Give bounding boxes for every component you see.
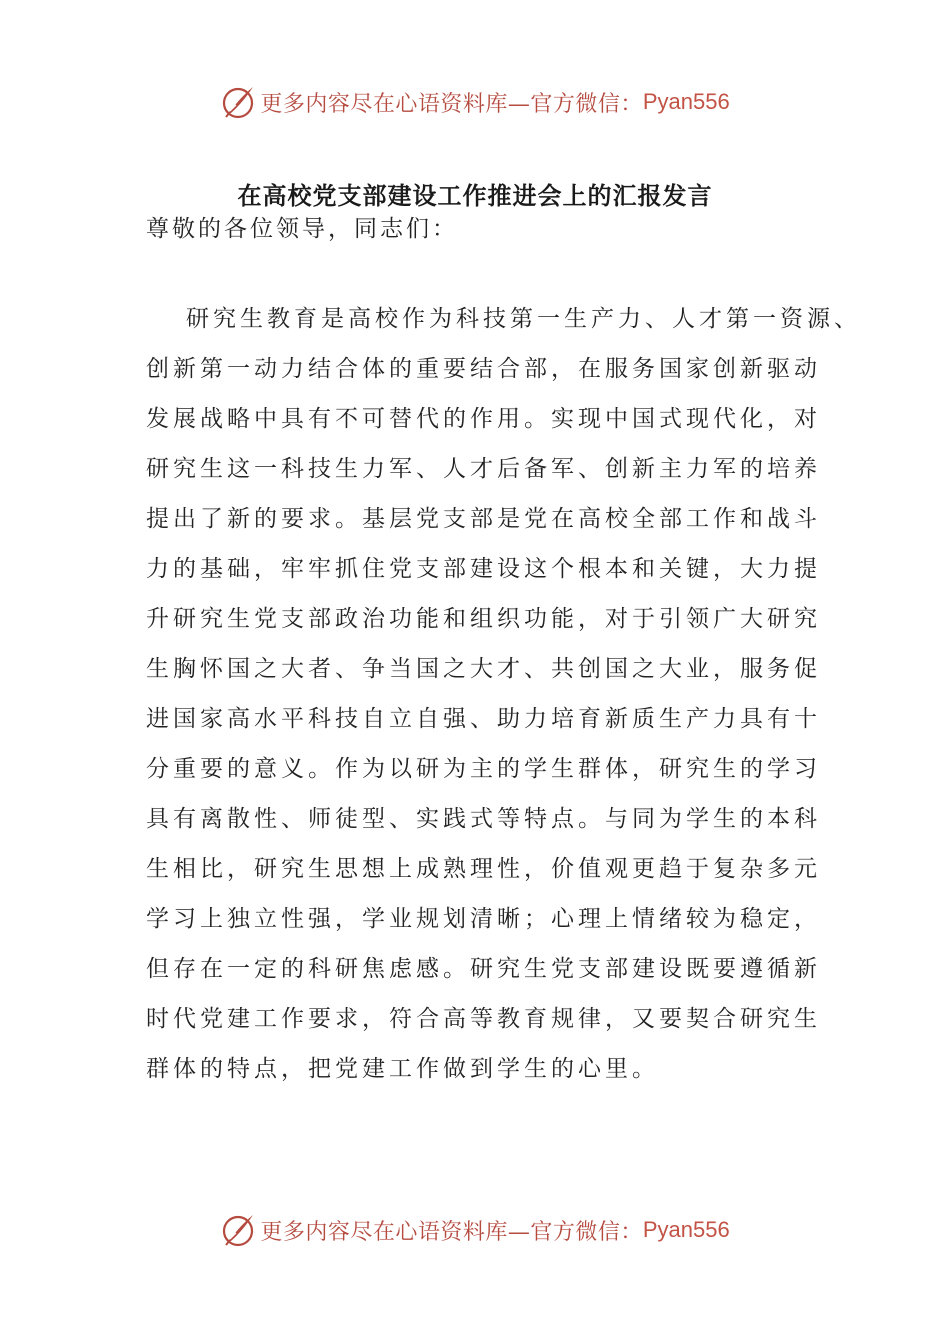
footer-banner-text: 更多内容尽在心语资料库—官方微信： [260, 1219, 643, 1245]
body-paragraph [146, 294, 861, 1094]
quill-pen-logo-icon [220, 84, 256, 120]
paragraph-line: 升研究生党支部政治功能和组织功能，对于引领广大研究 [146, 606, 821, 632]
header-banner [0, 80, 950, 124]
document-title: 在高校党支部建设工作推进会上的汇报发言 [237, 182, 713, 210]
paragraph-line: 生相比，研究生思想上成熟理性，价值观更趋于复杂多元 [146, 856, 821, 882]
paragraph-line: 具有离散性、师徒型、实践式等特点。与同为学生的本科 [146, 806, 821, 832]
salutation: 尊敬的各位领导，同志们： [146, 216, 458, 242]
paragraph-line: 但存在一定的科研焦虑感。研究生党支部建设既要遵循新 [146, 956, 821, 982]
footer-wechat-id: Pyan556 [642, 1217, 730, 1242]
paragraph-line: 分重要的意义。作为以研为主的学生群体，研究生的学习 [146, 756, 821, 782]
paragraph-line: 群体的特点，把党建工作做到学生的心里。 [146, 1056, 659, 1082]
paragraph-line: 研究生教育是高校作为科技第一生产力、人才第一资源、 [186, 306, 861, 332]
paragraph-line: 提出了新的要求。基层党支部是党在高校全部工作和战斗 [146, 506, 821, 532]
paragraph-line: 生胸怀国之大者、争当国之大才、共创国之大业，服务促 [146, 656, 821, 682]
paragraph-line: 力的基础，牢牢抓住党支部建设这个根本和关键，大力提 [146, 556, 821, 582]
paragraph-line: 创新第一动力结合体的重要结合部，在服务国家创新驱动 [146, 356, 821, 382]
paragraph-line: 时代党建工作要求，符合高等教育规律，又要契合研究生 [146, 1006, 821, 1032]
paragraph-line: 研究生这一科技生力军、人才后备军、创新主力军的培养 [146, 456, 821, 482]
paragraph-line: 学习上独立性强，学业规划清晰；心理上情绪较为稳定， [146, 906, 821, 932]
header-wechat-id: Pyan556 [642, 89, 730, 114]
paragraph-line: 进国家高水平科技自立自强、助力培育新质生产力具有十 [146, 706, 821, 732]
paragraph-line: 发展战略中具有不可替代的作用。实现中国式现代化，对 [146, 406, 821, 432]
footer-banner [0, 1208, 950, 1252]
quill-pen-logo-icon [220, 1212, 256, 1248]
header-banner-text: 更多内容尽在心语资料库—官方微信： [260, 91, 643, 117]
